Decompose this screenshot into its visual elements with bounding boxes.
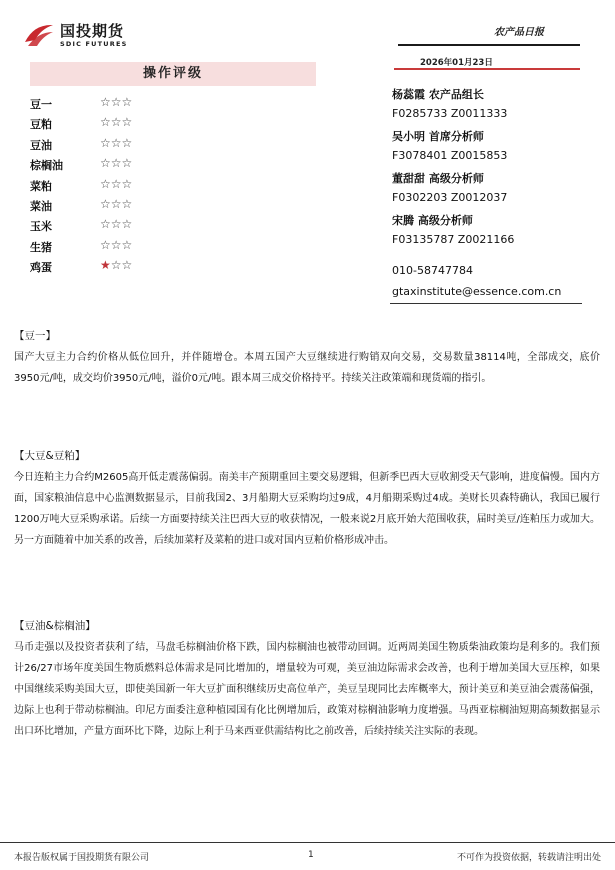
footer-disclaimer: 不可作为投资依据，转载请注明出处 [456, 853, 601, 863]
star-icon: ☆ [100, 237, 111, 252]
rating-label: 豆一 [30, 98, 52, 111]
header-divider [398, 44, 580, 46]
date-underline [394, 68, 580, 70]
report-date: 2026年01月23日 [420, 58, 493, 68]
analyst-name-title: 杨蕊霞 农产品组长 [392, 88, 484, 101]
section-title-soybean-one: 【豆一】 [14, 330, 56, 342]
company-logo-icon [22, 20, 56, 50]
analyst-license-ids: F0302203 Z0012037 [392, 191, 508, 204]
page-number: 1 [308, 850, 314, 860]
rating-label: 豆油 [30, 138, 52, 152]
rating-row [30, 157, 150, 177]
rating-row [30, 198, 150, 218]
star-icon: ☆ [100, 176, 111, 191]
star-icon: ☆ [121, 197, 133, 211]
section-body-soybean-meal: 今日连粕主力合约M2605高开低走震荡偏弱。南美丰产预期重回主要交易逻辑，但新季巴西大豆收割受天气影响，进度偏慢。国内方面，国家粮油信息中心监测数据显示，目前我国2、3月船期大豆采购均过9成，4月船期采购过4成。美财长贝森特确认，我国已履行1200万吨大豆采购承诺。后续一方面要持续关注巴西大豆的收获情况，一般来说2月底开始大范围收获，届时美豆/连粕压力或加大。另一方面随着中加关系的改善，后续加菜籽及菜粕的进口或对国内豆粕价格形成冲击。 [14, 472, 600, 546]
rating-label: 玉米 [30, 220, 52, 234]
rating-panel-title: 操作评级 [30, 62, 316, 86]
rating-row [30, 116, 150, 136]
analyst-license-ids: F0285733 Z0011333 [392, 107, 508, 120]
rating-label: 菜粕 [30, 179, 52, 193]
star-icon: ☆ [100, 135, 111, 150]
star-icon: ☆ [100, 115, 111, 130]
star-rating [100, 156, 132, 170]
star-icon: ☆ [110, 115, 122, 130]
star-icon: ☆ [100, 156, 111, 171]
footer-divider [0, 842, 615, 843]
star-rating [100, 238, 132, 252]
rating-label: 鸡蛋 [30, 261, 52, 275]
analyst-name-title: 吴小明 首席分析师 [392, 130, 484, 143]
star-rating [100, 136, 132, 150]
section-body-soybean-one: 国产大豆主力合约价格从低位回升，并伴随增仓。本周五国产大豆继续进行购销双向交易，交易数量38114吨，全部成交，底价3950元/吨，成交均价3950元/吨，溢价0元/吨。跟本周三成交价格持平。持续关注政策端和现货端的指引。 [14, 352, 600, 384]
rating-label: 生猪 [30, 240, 52, 254]
star-icon: ☆ [121, 258, 133, 273]
rating-row [30, 239, 150, 259]
star-icon: ☆ [121, 135, 133, 150]
contact-email: gtaxinstitute@essence.com.cn [392, 285, 562, 298]
analyst-name-title: 宋腾 高级分析师 [392, 214, 473, 227]
section-body-soy-palm-oil: 马币走强以及投资者获利了结，马盘毛棕榈油价格下跌，国内棕榈油也被带动回调。近两周美国生物质柴油政策均是利多的。我们预计26/27市场年度美国生物质燃料总体需求是同比增加的，增量较为可观，美豆油边际需求会改善，也利于增加美国大豆压榨，如果中国继续采购美国大豆，即使美国新一年大豆扩面积继续历史高位单产，美豆呈现同比去库概率大，预计美豆和美豆油会震荡偏强，边际上也利于带动棕榈油。印尼方面委注意种植园国有化比例增加后，政策对棕榈油影响力度增强。马西亚棕榈油短期高频数据显示出口环比增加，产量方面环比下降，边际上利于马来西亚供需结构比之前改善，后续持续关注实际的表现。 [14, 642, 600, 737]
star-icon: ☆ [110, 197, 122, 211]
star-icon: ☆ [110, 176, 122, 191]
star-icon: ☆ [110, 258, 122, 273]
star-icon: ☆ [100, 197, 111, 211]
star-icon: ☆ [110, 237, 122, 252]
section-title-soy-palm-oil: 【豆油&棕榈油】 [14, 620, 96, 632]
rating-label: 豆粕 [30, 118, 52, 132]
logo-text-cn: 国投期货 [60, 22, 125, 40]
star-rating [100, 258, 132, 272]
rating-row [30, 137, 150, 157]
star-rating [100, 115, 132, 129]
analyst-name-title: 董甜甜 高级分析师 [392, 172, 484, 185]
star-rating [100, 197, 132, 211]
rating-label: 菜油 [30, 200, 52, 213]
star-icon: ☆ [121, 156, 133, 171]
company-logo [22, 18, 162, 54]
star-icon: ☆ [121, 237, 133, 252]
star-icon: ☆ [100, 217, 111, 232]
star-icon: ☆ [110, 217, 122, 232]
star-rating [100, 177, 132, 191]
star-rating [100, 95, 132, 109]
footer-copyright: 本报告版权属于国投期货有限公司 [14, 853, 150, 863]
logo-text-en: SDIC FUTURES [60, 40, 128, 48]
star-icon: ☆ [110, 95, 122, 109]
analyst-license-ids: F03135787 Z0021166 [392, 233, 515, 246]
rating-row [30, 259, 150, 279]
star-icon: ☆ [110, 156, 122, 171]
analyst-license-ids: F3078401 Z0015853 [392, 149, 508, 162]
contact-divider [390, 303, 582, 304]
rating-row [30, 178, 150, 198]
star-icon: ☆ [121, 217, 133, 232]
star-icon: ★ [100, 258, 111, 273]
star-icon: ☆ [121, 176, 133, 191]
rating-row [30, 218, 150, 238]
star-icon: ☆ [100, 95, 111, 109]
star-icon: ☆ [121, 115, 133, 130]
star-icon: ☆ [121, 95, 133, 109]
rating-row [30, 96, 150, 116]
contact-phone: 010-58747784 [392, 264, 473, 277]
section-title-soybean-meal: 【大豆&豆粕】 [14, 450, 86, 462]
star-icon: ☆ [110, 135, 122, 150]
star-rating [100, 217, 132, 231]
report-type-label: 农产品日报 [494, 27, 544, 38]
rating-label: 棕榈油 [30, 159, 63, 173]
